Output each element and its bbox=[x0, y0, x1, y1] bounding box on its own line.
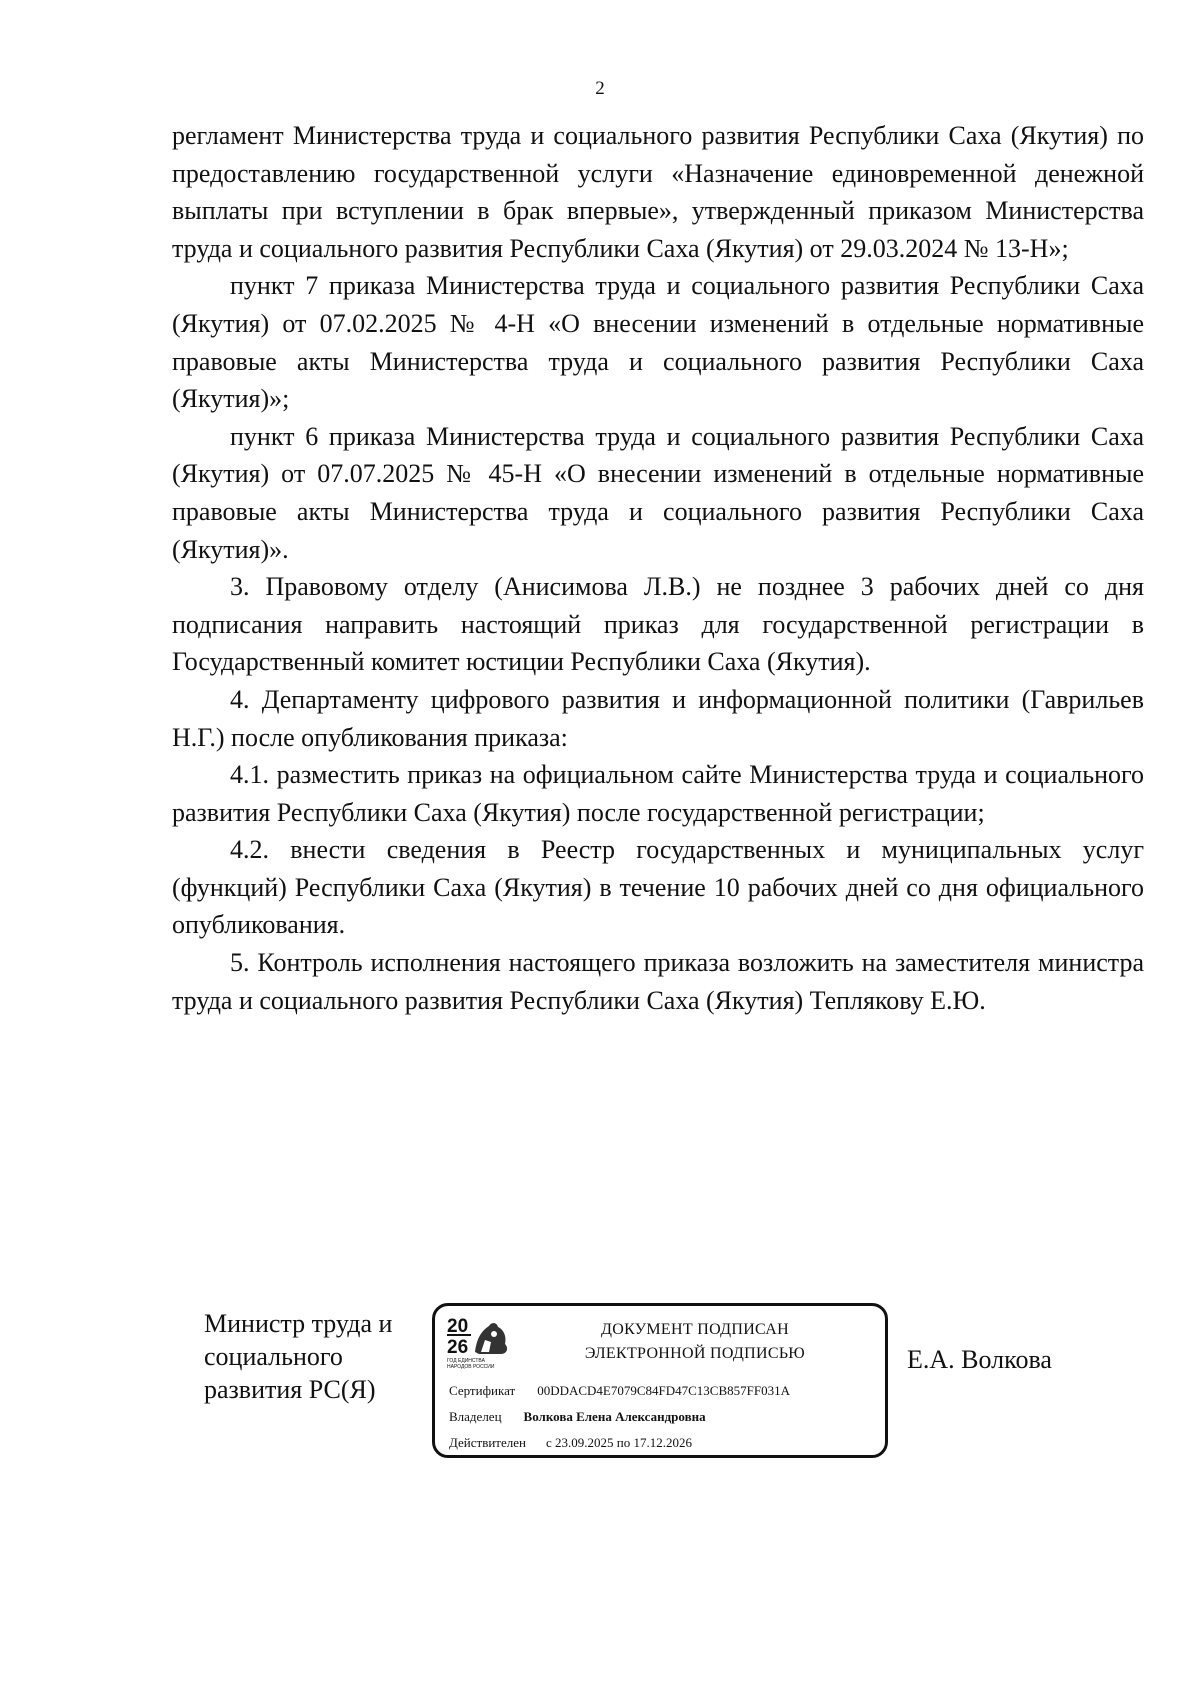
paragraph-item-4: 4. Департаменту цифрового развития и информационной политики (Гаврильев Н.Г.) после опубликования приказа: bbox=[172, 684, 1144, 752]
owner-value: Волкова Елена Александровна bbox=[523, 1409, 706, 1424]
svg-text:НАРОДОВ РОССИИ: НАРОДОВ РОССИИ bbox=[447, 1364, 495, 1370]
signer-name: Е.А. Волкова bbox=[907, 1345, 1052, 1374]
owner-label: Владелец bbox=[449, 1409, 502, 1424]
svg-text:20: 20 bbox=[447, 1316, 469, 1337]
electronic-signature-stamp bbox=[432, 1303, 888, 1458]
paragraph-item-4-1: 4.1. разместить приказ на официальном сайте Министерства труда и социального развития Республики Саха (Якутия) после государственной регистрации; bbox=[172, 760, 1144, 827]
svg-text:ГОД ЕДИНСТВА: ГОД ЕДИНСТВА bbox=[447, 1358, 485, 1364]
signer-title bbox=[204, 1307, 424, 1406]
certificate-label: Сертификат bbox=[449, 1383, 516, 1398]
stamp-heading-line: ДОКУМЕНТ ПОДПИСАН bbox=[601, 1321, 789, 1338]
signer-title-line: социального bbox=[204, 1342, 343, 1371]
year-of-unity-logo-icon bbox=[445, 1312, 515, 1372]
validity-label: Действителен bbox=[449, 1435, 526, 1450]
stamp-certificate-row bbox=[449, 1383, 790, 1399]
validity-value: с 23.09.2025 по 17.12.2026 bbox=[545, 1435, 692, 1450]
signer-title-line: Министр труда и bbox=[204, 1309, 393, 1338]
certificate-value: 00DDACD4E7079C84FD47C13CB857FF031A bbox=[537, 1383, 791, 1398]
stamp-heading-line: ЭЛЕКТРОННОЙ ПОДПИСЬЮ bbox=[584, 1345, 806, 1362]
paragraph-item-5: 5. Контроль исполнения настоящего приказа возложить на заместителя министра труда и социального развития Республики Саха (Якутия) Теплякову Е.Ю. bbox=[172, 948, 1144, 1015]
document-body bbox=[172, 117, 1144, 1019]
paragraph-item-4-2: 4.2. внести сведения в Реестр государственных и муниципальных услуг (функций) Республики Саха (Якутия) в течение 10 рабочих дней со дня официального опубликования. bbox=[172, 835, 1144, 940]
paragraph-regulation: регламент Министерства труда и социального развития Республики Саха (Якутия) по предоставлению государственной услуги «Назначение единовременной денежной выплаты при вступлении в брак впервые», утвержденный приказом Министерства труда и социального развития Республики Саха (Якутия) от 29.03.2024 № 13-Н»; bbox=[172, 121, 1144, 263]
page-number: 2 bbox=[595, 78, 605, 99]
paragraph-clause-7: пункт 7 приказа Министерства труда и социального развития Республики Саха (Якутия) от 07.02.2025 № 4-Н «О внесении изменений в отдельные нормативные правовые акты Министерства труда и социального развития Республики Саха (Якутия)»; bbox=[172, 271, 1144, 414]
paragraph-clause-6: пункт 6 приказа Министерства труда и социального развития Республики Саха (Якутия) от 07.07.2025 № 45-Н «О внесении изменений в отдельные нормативные правовые акты Министерства труда и социального развития Республики Саха (Якутия)». bbox=[172, 421, 1144, 564]
svg-text:26: 26 bbox=[447, 1337, 469, 1358]
paragraph-item-3: 3. Правовому отделу (Анисимова Л.В.) не позднее 3 рабочих дней со дня подписания направить настоящий приказ для государственной регистрации в Государственный комитет юстиции Республики Саха (Якутия). bbox=[172, 572, 1144, 677]
stamp-validity-row bbox=[449, 1435, 692, 1451]
stamp-heading bbox=[535, 1318, 855, 1366]
stamp-owner-row bbox=[449, 1409, 706, 1425]
signer-title-line: развития РС(Я) bbox=[204, 1375, 376, 1404]
